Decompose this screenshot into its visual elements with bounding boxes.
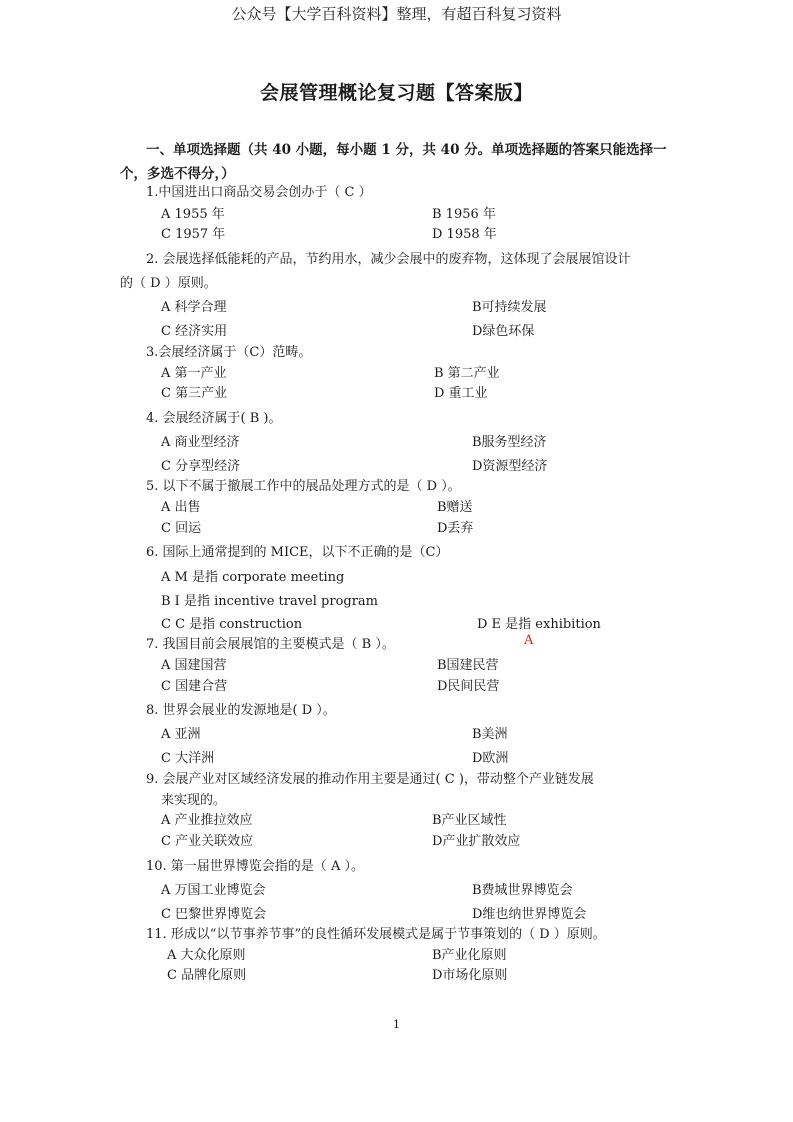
question-10-option-a: A 万国工业博览会	[161, 883, 266, 898]
question-3-option-a: A 第一产业	[161, 366, 227, 381]
question-7-option-b: B国建民营	[437, 658, 499, 673]
header-note: 公众号【大学百科资料】整理，有超百科复习资料	[231, 5, 562, 23]
question-9-stem-cont: 来实现的。	[161, 793, 227, 808]
question-5-option-c: C 回运	[161, 521, 202, 536]
question-6-stem: 6. 国际上通常提到的 MICE，以下不正确的是（C）	[146, 545, 449, 560]
question-11-option-b: B产业化原则	[432, 948, 507, 963]
section-heading-line1: 一、单项选择题（共 40 小题，每小题 1 分，共 40 分。单项选择题的答案只能选择一	[146, 142, 667, 158]
question-11-stem: 11. 形成以“以节事养节事”的良性循环发展模式是属于节事策划的（ D ）原则。	[146, 927, 606, 942]
question-6-option-a: A M 是指 corporate meeting	[161, 570, 345, 585]
page-number: 1	[393, 1018, 400, 1031]
question-7-option-a: A 国建国营	[161, 658, 227, 673]
question-3-option-d: D 重工业	[434, 386, 488, 401]
question-8-option-b: B美洲	[472, 727, 508, 742]
question-4-stem: 4. 会展经济属于( B )。	[146, 411, 282, 426]
question-9-stem: 9. 会展产业对区域经济发展的推动作用主要是通过( C )，带动整个产业链发展	[146, 772, 594, 787]
question-5-stem: 5. 以下不属于撤展工作中的展品处理方式的是（ D ）。	[146, 479, 461, 494]
question-8-option-d: D欧洲	[472, 751, 509, 766]
question-7-answer-mark: A	[524, 633, 534, 648]
question-9-option-a: A 产业推拉效应	[161, 813, 253, 828]
question-10-option-b: B费城世界博览会	[472, 883, 573, 898]
question-1-option-c: C 1957 年	[161, 227, 226, 242]
question-5-option-d: D丢弃	[437, 521, 474, 536]
question-7-option-d: D民间民营	[437, 679, 500, 694]
question-11-option-d: D市场化原则	[432, 968, 508, 983]
question-8-option-a: A 亚洲	[161, 727, 201, 742]
question-1-stem: 1.中国进出口商品交易会创办于（ C ）	[146, 185, 372, 200]
question-8-option-c: C 大洋洲	[161, 751, 215, 766]
question-4-option-c: C 分享型经济	[161, 459, 241, 474]
question-9-option-c: C 产业关联效应	[161, 834, 254, 849]
section-heading-line2: 个，多选不得分，）	[120, 166, 235, 182]
question-4-option-a: A 商业型经济	[161, 435, 240, 450]
question-3-option-c: C 第三产业	[161, 386, 228, 401]
question-1-option-d: D 1958 年	[432, 227, 497, 242]
question-3-stem: 3.会展经济属于（C）范畴。	[146, 345, 312, 360]
question-5-option-b: B赠送	[437, 500, 473, 515]
question-2-stem-cont: 的（ D ）原则。	[120, 276, 217, 291]
question-7-stem: 7. 我国目前会展展馆的主要模式是（ B ）。	[146, 637, 395, 652]
question-5-option-a: A 出售	[161, 500, 201, 515]
page-title: 会展管理概论复习题【答案版】	[259, 82, 533, 104]
question-2-option-b: B可持续发展	[472, 300, 547, 315]
question-6-option-b: B I 是指 incentive travel program	[161, 594, 379, 609]
question-1-option-a: A 1955 年	[161, 207, 225, 222]
question-10-option-c: C 巴黎世界博览会	[161, 907, 267, 922]
question-6-option-c: C C 是指 construction	[161, 617, 303, 632]
question-6-option-d: D E 是指 exhibition	[477, 617, 601, 632]
question-10-option-d: D维也纳世界博览会	[472, 907, 587, 922]
question-3-option-b: B 第二产业	[434, 366, 500, 381]
question-11-option-c: C 品牌化原则	[167, 968, 247, 983]
question-1-option-b: B 1956 年	[432, 207, 496, 222]
question-7-option-c: C 国建合营	[161, 679, 228, 694]
question-11-option-a: A 大众化原则	[167, 948, 246, 963]
question-2-option-c: C 经济实用	[161, 324, 228, 339]
question-4-option-b: B服务型经济	[472, 435, 547, 450]
question-4-option-d: D资源型经济	[472, 459, 548, 474]
question-9-option-b: B产业区域性	[432, 813, 507, 828]
question-2-option-d: D绿色环保	[472, 324, 535, 339]
question-2-stem: 2. 会展选择低能耗的产品，节约用水，减少会展中的废弃物，这体现了会展展馆设计	[146, 252, 631, 267]
question-10-stem: 10. 第一届世界博览会指的是（ A ）。	[146, 859, 364, 874]
question-8-stem: 8. 世界会展业的发源地是( D ）。	[146, 703, 336, 718]
question-2-option-a: A 科学合理	[161, 300, 227, 315]
question-9-option-d: D产业扩散效应	[432, 834, 521, 849]
